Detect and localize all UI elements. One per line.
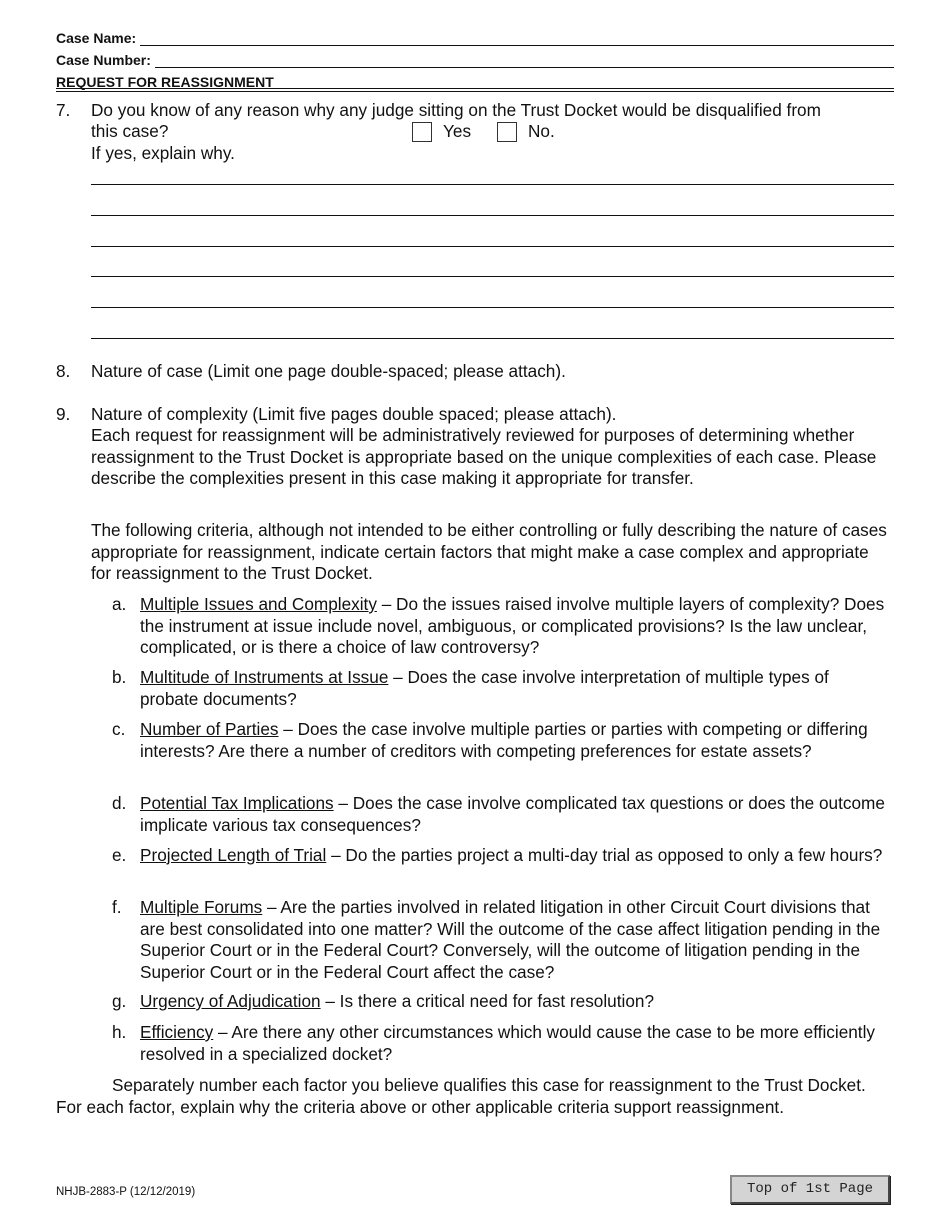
top-of-first-page-button[interactable]: Top of 1st Page (730, 1175, 890, 1204)
question-7-explain: If yes, explain why. (91, 143, 235, 163)
criterion-title: Projected Length of Trial (140, 845, 327, 865)
criterion-item (112, 719, 890, 762)
criterion-title: Number of Parties (140, 719, 279, 739)
case-number-label: Case Number: (56, 52, 155, 68)
criterion-letter: c. (112, 719, 126, 739)
no-checkbox[interactable] (497, 122, 517, 142)
criterion-item (112, 991, 890, 1013)
section-title-rule-double (56, 91, 894, 92)
explanation-line-3[interactable] (91, 220, 894, 247)
criterion-description: – Is there a critical need for fast resolution? (320, 991, 654, 1011)
question-9-paragraph-2: The following criteria, although not intended to be either controlling or fully describing the nature of cases appropriate for reassignment, indicate certain factors that might make a case complex and appropriate for reassignment to the Trust Docket. (91, 520, 887, 583)
criterion-letter: a. (112, 594, 127, 614)
question-7-text-cont: this case? (91, 121, 169, 141)
explanation-line-4[interactable] (91, 250, 894, 277)
criterion-title: Multitude of Instruments at Issue (140, 667, 389, 687)
criterion-item (112, 793, 890, 836)
question-9-number: 9. (56, 404, 71, 424)
no-label: No. (528, 121, 555, 141)
criterion-title: Efficiency (140, 1022, 214, 1042)
criterion-description: – Do the parties project a multi-day trial as opposed to only a few hours? (326, 845, 883, 865)
explanation-line-5[interactable] (91, 281, 894, 308)
criterion-item (112, 594, 890, 659)
criterion-item (112, 897, 890, 983)
criterion-item (112, 1022, 890, 1065)
criterion-title: Potential Tax Implications (140, 793, 334, 813)
explanation-line-2[interactable] (91, 189, 894, 216)
criterion-letter: h. (112, 1022, 127, 1042)
criterion-description: – Are there any other circumstances which would cause the case to be more efficiently resolved in a specialized docket? (140, 1022, 875, 1064)
criterion-description: – Are the parties involved in related litigation in other Circuit Court divisions that are best consolidated into one matter? Will the outcome of the case affect litigation pending in the Superior Court or in the Federal Court? Conversely, will the outcome of litigation pending in the Superior Court or in the Federal Court affect the case? (140, 897, 881, 982)
section-title-block (56, 71, 894, 91)
question-7-number: 7. (56, 100, 71, 120)
criterion-letter: b. (112, 667, 127, 687)
criterion-letter: g. (112, 991, 127, 1011)
question-8-number: 8. (56, 361, 71, 381)
case-name-field[interactable] (146, 24, 894, 44)
question-9-paragraph-1: Each request for reassignment will be administratively reviewed for purposes of determining whether reassignment to the Trust Docket is appropriate based on the unique complexities of each case. Please describe the complexities present in this case making it appropriate for transfer. (91, 425, 877, 488)
criterion-description: – Do the issues raised involve multiple layers of complexity? Does the instrument at issue include novel, ambiguous, or complicated provisions? Is the law unclear, complicated, or is there a choice of law controversy? (140, 594, 885, 657)
closing-instructions: Separately number each factor you believe qualifies this case for reassignment to the Trust Docket. For each factor, explain why the criteria above or other applicable criteria support reassignment. (56, 1075, 866, 1117)
criterion-description: – Does the case involve multiple parties or parties with competing or differing interests? Are there a number of creditors with competing preferences for estate assets? (140, 719, 868, 761)
criterion-description: – Does the case involve interpretation of multiple types of probate documents? (140, 667, 829, 709)
question-9-text: Nature of complexity (Limit five pages double spaced; please attach). (91, 404, 617, 424)
section-title: REQUEST FOR REASSIGNMENT (56, 74, 274, 90)
case-name-label: Case Name: (56, 30, 140, 46)
form-id: NHJB-2883-P (12/12/2019) (56, 1186, 196, 1198)
criterion-title: Multiple Forums (140, 897, 263, 917)
criterion-letter: e. (112, 845, 127, 865)
question-7-text: Do you know of any reason why any judge sitting on the Trust Docket would be disqualified from (91, 100, 821, 120)
yes-checkbox[interactable] (412, 122, 432, 142)
case-number-row (56, 46, 894, 68)
criterion-description: – Does the case involve complicated tax questions or does the outcome implicate various tax consequences? (140, 793, 885, 835)
case-number-underline (56, 67, 894, 68)
explanation-line-1[interactable] (91, 158, 894, 185)
criterion-item (112, 667, 890, 710)
yes-label: Yes (443, 121, 472, 141)
criterion-title: Urgency of Adjudication (140, 991, 321, 1011)
question-8-text: Nature of case (Limit one page double-spaced; please attach). (91, 361, 566, 381)
criterion-letter: d. (112, 793, 127, 813)
criterion-title: Multiple Issues and Complexity (140, 594, 377, 614)
criterion-item (112, 845, 890, 867)
criterion-letter: f. (112, 897, 122, 917)
explanation-line-6[interactable] (91, 312, 894, 339)
case-name-row (56, 24, 894, 46)
case-number-field[interactable] (162, 46, 894, 66)
